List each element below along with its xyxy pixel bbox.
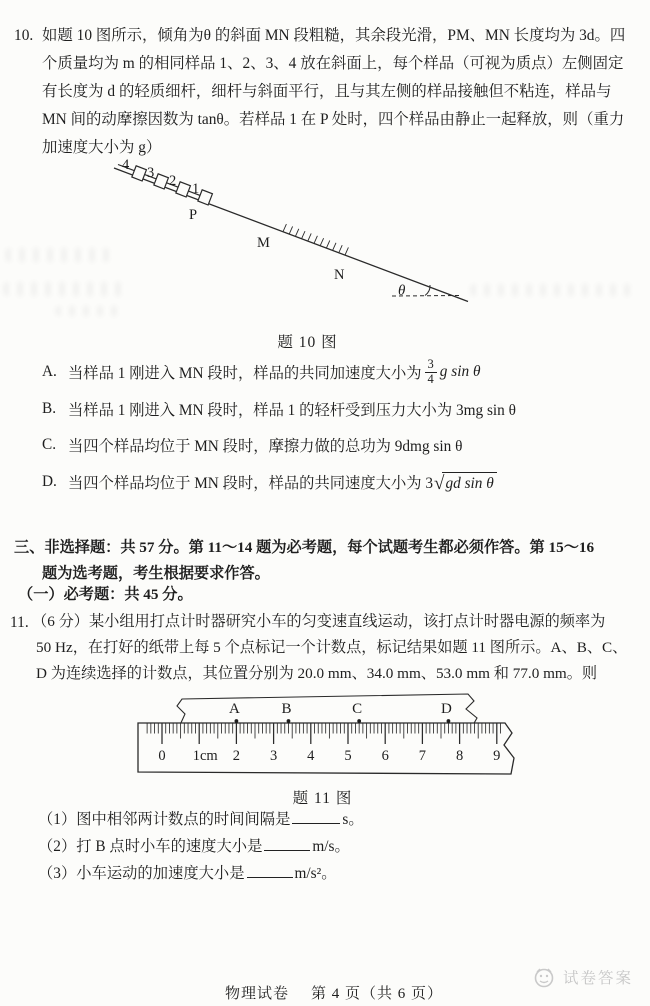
fill-in-blank	[247, 864, 293, 878]
incline-line	[114, 168, 468, 302]
svg-text:C: C	[352, 701, 363, 717]
radical-sign: √	[434, 472, 445, 494]
option-text: 当样品 1 刚进入 MN 段时，样品 1 的轻杆受到压力大小为 3mg sin θ	[68, 402, 516, 419]
paper-tape	[177, 694, 477, 725]
q11-blank-3	[38, 862, 337, 886]
q10-option-c	[42, 434, 462, 456]
svg-text:5: 5	[344, 748, 352, 764]
option-label: D.	[42, 473, 57, 490]
fraction-numerator: 3	[427, 357, 434, 372]
page-footer	[225, 982, 443, 1003]
svg-text:0: 0	[158, 748, 166, 764]
fraction	[425, 358, 437, 385]
svg-text:A: A	[228, 701, 240, 717]
q10-line: 如题 10 图所示，倾角为θ 的斜面 MN 段粗糙，其余段光滑，PM、MN 长度均为 3d。四	[42, 27, 626, 44]
radicand: gd sin θ	[442, 472, 496, 493]
svg-text:B: B	[281, 701, 292, 717]
svg-text:D: D	[441, 701, 452, 717]
sample-block-4	[132, 166, 147, 181]
blank-prefix: （3）小车运动的加速度大小是	[38, 865, 245, 882]
angle-theta-label: θ	[398, 283, 406, 299]
q11-line: （6 分）某小组用打点计时器研究小车的匀变速直线运动，该打点计时器电源的频率为	[32, 613, 606, 630]
block-label-4: 4	[122, 157, 130, 173]
watermark-logo-icon	[531, 964, 557, 990]
footer-page-number: 第 4 页（共 6 页）	[311, 986, 444, 1002]
q10-option-b	[42, 398, 516, 420]
option-text: 当样品 1 刚进入 MN 段时，样品的共同加速度大小为	[68, 365, 422, 382]
svg-text:2: 2	[232, 748, 241, 764]
q11-number: 11.	[10, 614, 29, 631]
sample-block-2	[176, 182, 191, 197]
q11-ruler-figure	[125, 688, 530, 786]
blank-prefix: （2）打 B 点时小车的速度大小是	[38, 838, 263, 855]
q10-line: 个质量均为 m 的相同样品 1、2、3、4 放在斜面上，每个样品（可视为质点）左侧固定	[42, 55, 624, 72]
q10-number: 10.	[14, 27, 34, 44]
q11-blank-2	[38, 835, 350, 859]
q11-figure-caption: 题 11 图	[292, 790, 353, 807]
q10-stem	[42, 22, 646, 162]
blank-unit: m/s²。	[294, 865, 337, 882]
q10-line: MN 间的动摩擦因数为 tanθ。若样品 1 在 P 处时，四个样品由静止一起释放，则（重力	[42, 111, 625, 128]
option-text: 当四个样品均位于 MN 段时，样品的共同速度大小为 3	[68, 475, 434, 492]
q10-option-d	[42, 467, 497, 497]
q10-line: 有长度为 d 的轻质细杆，细杆与斜面平行，且与其左侧的样品接触但不粘连，样品与	[42, 83, 612, 100]
q10-option-a	[42, 352, 480, 392]
option-label: C.	[42, 436, 57, 453]
q10-incline-figure	[60, 155, 620, 330]
svg-text:9: 9	[493, 748, 501, 764]
svg-text:8: 8	[455, 748, 464, 764]
footer-doc-title: 物理试卷	[225, 986, 290, 1002]
svg-text:1cm: 1cm	[192, 748, 218, 764]
q11-line: 50 Hz，在打好的纸带上每 5 个点标记一个计数点，标记结果如题 11 图所示。A、B、C、	[36, 639, 628, 656]
watermark-text: 试卷答案	[563, 970, 634, 987]
fill-in-blank	[292, 810, 340, 824]
q11-stem	[32, 609, 640, 687]
q10-figure-caption: 题 10 图	[277, 334, 338, 351]
answer-watermark	[531, 964, 633, 990]
blank-unit: s。	[342, 811, 364, 828]
blank-prefix: （1）图中相邻两计数点的时间间隔是	[38, 811, 291, 828]
point-label-p: P	[189, 207, 198, 223]
square-root	[434, 472, 497, 493]
rough-section-hatching	[283, 224, 348, 255]
fill-in-blank	[264, 837, 310, 851]
sample-block-1	[198, 190, 213, 205]
q11-blank-1	[38, 808, 364, 832]
point-label-n: N	[334, 267, 345, 283]
fraction-denominator: 4	[425, 372, 437, 386]
block-label-1: 1	[192, 181, 200, 197]
svg-text:4: 4	[307, 748, 315, 764]
blank-unit: m/s。	[312, 838, 350, 855]
svg-text:3: 3	[269, 748, 278, 764]
option-label: A.	[42, 363, 57, 380]
section3-sub: （一）必考题：共 45 分。	[18, 586, 193, 603]
section3-line1: 三、非选择题：共 57 分。第 11～14 题为必考题，每个试题考生都必须作答。第 15～16	[14, 539, 595, 556]
option-label: B.	[42, 400, 57, 417]
option-math: g sin θ	[439, 363, 481, 380]
svg-text:6: 6	[381, 748, 389, 764]
point-label-m: M	[257, 235, 270, 251]
section3-line2: 题为选考题，考生根据要求作答。	[42, 565, 270, 582]
block-label-2: 2	[169, 173, 177, 189]
q11-line: D 为连续选择的计数点，其位置分别为 20.0 mm、34.0 mm、53.0 mm 和 77.0 mm。则	[36, 665, 598, 682]
block-label-3: 3	[147, 165, 155, 181]
option-text: 当四个样品均位于 MN 段时，摩擦力做的总功为 9dmg sin θ	[68, 438, 463, 455]
svg-text:7: 7	[418, 748, 427, 764]
q10-line: 加速度大小为 g）	[42, 139, 162, 156]
sample-block-3	[154, 174, 169, 189]
